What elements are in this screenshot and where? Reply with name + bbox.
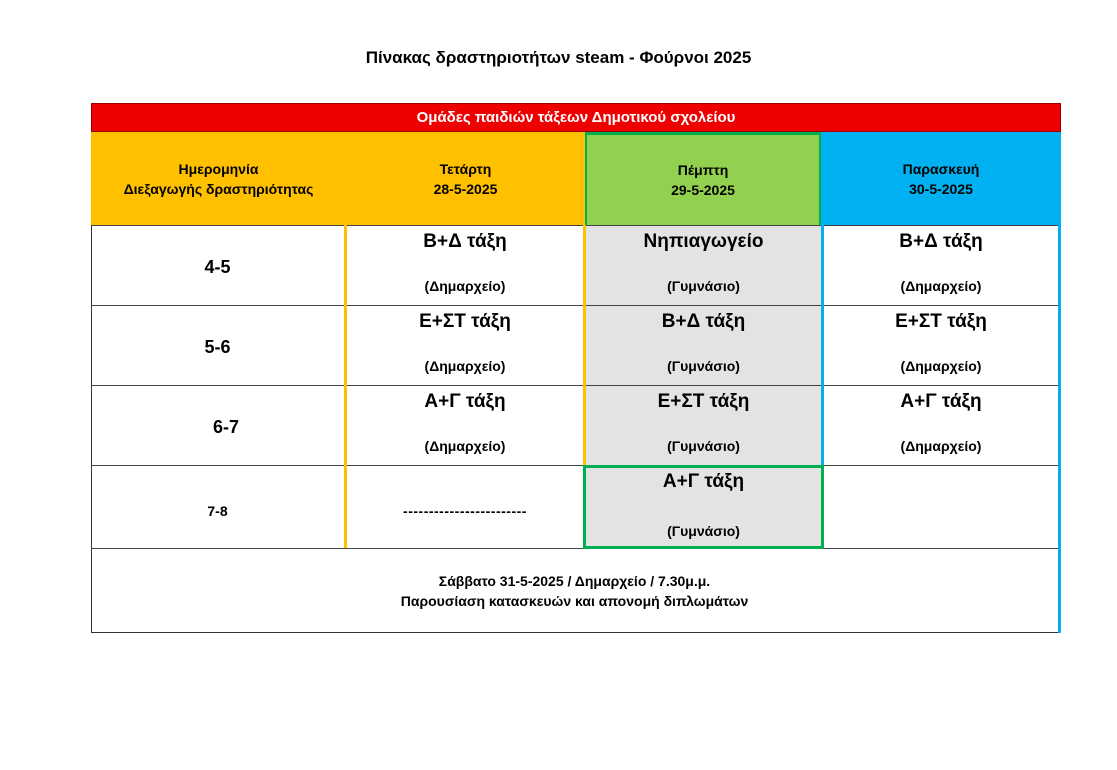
day-name: Τετάρτη — [439, 160, 492, 177]
table-banner: Ομάδες παιδιών τάξεων Δημοτικού σχολείου — [91, 103, 1061, 132]
class-name: Ε+ΣΤ τάξη — [895, 311, 987, 332]
time-slot-5-6: 5-6 — [204, 336, 231, 357]
closing-event — [91, 549, 1058, 633]
cell-thu-7-8 — [586, 465, 821, 548]
closing-event-line-1: Σάββατο 31-5-2025 / Δημαρχείο / 7.30μ.μ. — [438, 573, 711, 589]
class-name: Β+Δ τάξη — [899, 231, 983, 252]
time-slot-4-5: 4-5 — [204, 256, 231, 277]
class-location: (Δημαρχείο) — [900, 278, 982, 294]
class-name: Ε+ΣΤ τάξη — [657, 391, 750, 412]
cell-wed-6-7 — [347, 385, 583, 465]
cell-fri-6-7 — [824, 385, 1058, 465]
time-slot-7-8: 7-8 — [207, 502, 228, 519]
class-name: Νηπιαγωγείο — [643, 231, 764, 252]
class-name: Α+Γ τάξη — [900, 391, 982, 412]
class-location: (Γυμνάσιο) — [667, 278, 740, 294]
class-location: (Γυμνάσιο) — [667, 358, 740, 374]
cell-thu-4-5 — [586, 225, 821, 305]
cell-fri-4-5 — [824, 225, 1058, 305]
class-name: Ε+ΣΤ τάξη — [419, 311, 511, 332]
cell-thu-6-7 — [586, 385, 821, 465]
header-date-line-2: Διεξαγωγής δραστηριότητας — [123, 180, 314, 197]
schedule-table — [91, 103, 1062, 633]
class-location: (Δημαρχείο) — [900, 358, 982, 374]
header-wednesday — [346, 132, 585, 225]
class-location: (Δημαρχείο) — [900, 438, 982, 454]
document-title: Πίνακας δραστηριοτήτων steam - Φούρνοι 2025 — [365, 48, 752, 67]
day-name: Παρασκευή — [902, 160, 980, 177]
class-location: (Γυμνάσιο) — [667, 523, 740, 539]
header-date-column — [91, 132, 346, 225]
class-name: Α+Γ τάξη — [662, 471, 745, 492]
class-name: Β+Δ τάξη — [423, 231, 507, 252]
class-location: (Γυμνάσιο) — [667, 438, 740, 454]
class-name: Β+Δ τάξη — [661, 311, 746, 332]
time-slot-6-7: 6-7 — [212, 416, 239, 437]
cell-thu-5-6 — [586, 305, 821, 385]
header-date-line-1: Ημερομηνία — [178, 160, 259, 177]
header-friday — [821, 132, 1061, 225]
day-date: 29-5-2025 — [671, 182, 735, 198]
day-date: 28-5-2025 — [433, 180, 498, 197]
day-name: Πέμπτη — [677, 162, 729, 178]
cell-wed-5-6 — [347, 305, 583, 385]
cell-fri-5-6 — [824, 305, 1058, 385]
empty-slot-dashes: ------------------------ — [403, 502, 527, 519]
cell-wed-4-5 — [347, 225, 583, 305]
header-thursday — [585, 132, 821, 225]
class-location: (Δημαρχείο) — [424, 358, 506, 374]
friday-right-border — [1058, 132, 1061, 633]
class-location: (Δημαρχείο) — [424, 438, 506, 454]
day-date: 30-5-2025 — [909, 180, 973, 197]
class-name: Α+Γ τάξη — [424, 391, 506, 412]
class-location: (Δημαρχείο) — [424, 278, 506, 294]
closing-event-line-2: Παρουσίαση κατασκευών και απονομή διπλωμάτων — [400, 593, 749, 609]
